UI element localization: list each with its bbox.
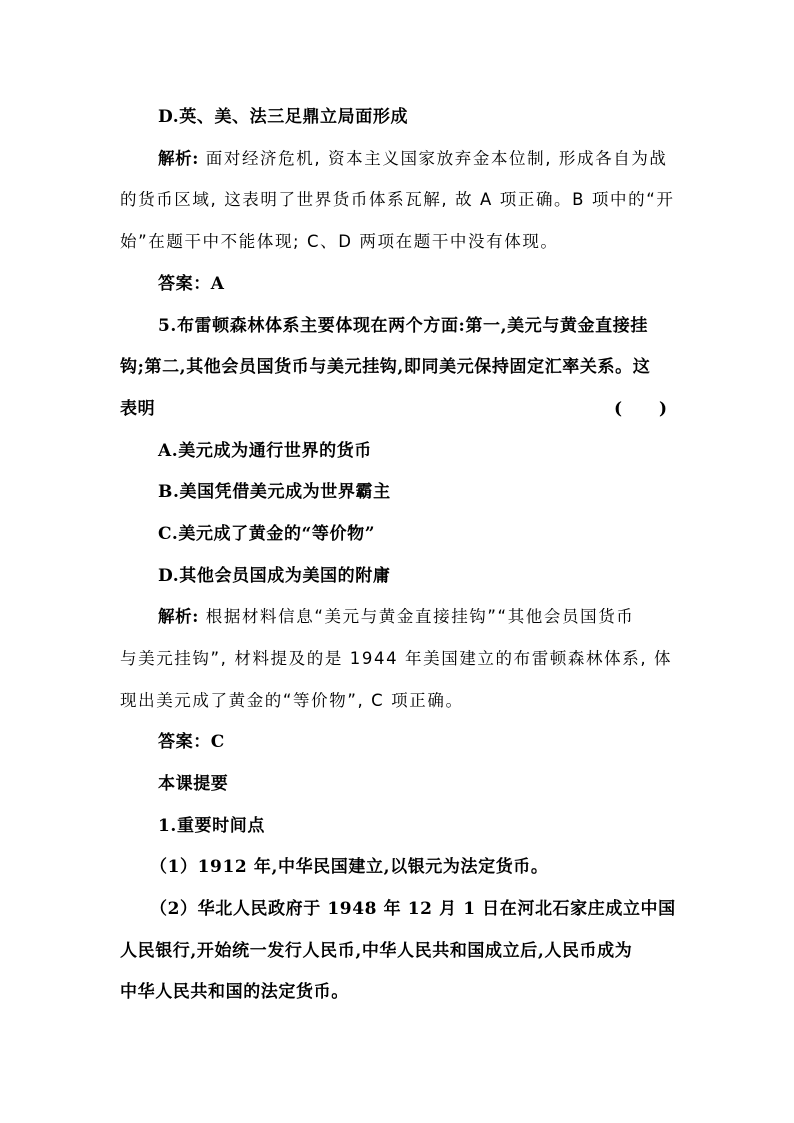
q5-analysis-line-2: 与美元挂钩”, 材料提及的是 1944 年美国建立的布雷顿森林体系, 体	[120, 649, 673, 668]
q4-analysis-line-1	[158, 148, 668, 170]
q4-analysis-text-1: 面对经济危机, 资本主义国家放弃金本位制, 形成各自为战	[198, 149, 668, 168]
q5-analysis-line-1	[158, 606, 634, 628]
q4-answer: 答案：A	[158, 274, 225, 294]
q4-option-d: D.英、美、法三足鼎立局面形成	[158, 107, 409, 127]
q5-analysis-text-1: 根据材料信息“美元与黄金直接挂钩”“其他会员国货币	[198, 607, 635, 626]
summary-point-2-line-3: 中华人民共和国的法定货币。	[120, 982, 349, 1002]
summary-heading: 本课提要	[158, 774, 229, 794]
q5-option-b: B.美国凭借美元成为世界霸主	[158, 482, 391, 502]
q5-stem-line-2: 钩;第二,其他会员国货币与美元挂钩,即同美元保持固定汇率关系。这	[120, 357, 651, 377]
q5-option-c: C.美元成了黄金的“等价物”	[158, 524, 376, 544]
q5-stem-line-3: 表明	[120, 399, 156, 419]
answer-blank: ( )	[614, 399, 669, 419]
q5-analysis-label: 解析:	[158, 607, 199, 626]
q5-stem-line-1: 5.布雷顿森林体系主要体现在两个方面:第一,美元与黄金直接挂	[158, 316, 648, 336]
summary-item-1-title: 1.重要时间点	[158, 816, 265, 836]
q5-analysis-line-3: 现出美元成了黄金的“等价物”, C 项正确。	[120, 691, 464, 710]
q4-analysis-label: 解析:	[158, 149, 199, 168]
q4-analysis-line-3: 始”在题干中不能体现; C、D 两项在题干中没有体现。	[120, 232, 559, 251]
summary-point-1: （1）1912 年,中华民国建立,以银元为法定货币。	[150, 857, 549, 877]
q5-option-a: A.美元成为通行世界的货币	[158, 441, 372, 461]
q4-analysis-line-2: 的货币区域, 这表明了世界货币体系瓦解, 故 A 项正确。B 项中的“开	[120, 190, 675, 209]
q5-answer: 答案：C	[158, 732, 225, 752]
summary-point-2-line-2: 人民银行,开始统一发行人民币,中华人民共和国成立后,人民币成为	[120, 941, 633, 961]
q5-option-d: D.其他会员国成为美国的附庸	[158, 566, 391, 586]
summary-point-2-line-1: （2）华北人民政府于 1948 年 12 月 1 日在河北石家庄成立中国	[150, 899, 676, 919]
